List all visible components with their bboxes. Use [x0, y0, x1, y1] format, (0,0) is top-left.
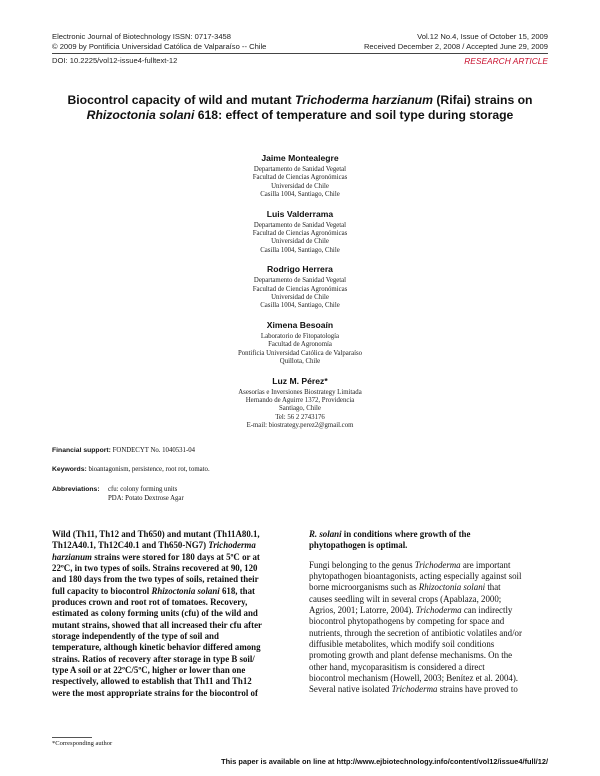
affiliation-line: Departamento de Sanidad Vegetal [253, 221, 347, 229]
author-name: Luz M. Pérez* [272, 375, 328, 386]
affiliation-line: Casilla 1004, Santiago, Chile [260, 302, 340, 310]
footnote-divider [52, 737, 92, 738]
journal-name: Electronic Journal of Biotechnology ISSN: 0717-3458 [52, 32, 231, 41]
text-line: full capacity to biocontrol Rhizoctonia solani 618, that [52, 585, 256, 596]
received-dates: Received December 2, 2008 / Accepted June 29, 2009 [363, 42, 548, 51]
affiliation-line: Pontificia Universidad Católica de Valparaíso [237, 349, 363, 357]
text-line: diffusible metabolites, which modify soil conditions [309, 639, 495, 650]
affiliation-line: Asesorías e Inversiones Biostrategy Limitada [238, 388, 362, 396]
affiliation-line: Facultad de Ciencias Agronómicas [252, 230, 348, 238]
affiliation-line: Departamento de Sanidad Vegetal [253, 166, 347, 173]
abstract [52, 529, 292, 699]
text-line: Several native isolated Trichoderma strains have proved to [309, 684, 518, 695]
author-name: Jaime Montealegre [261, 153, 339, 163]
author-block [150, 153, 450, 200]
keywords: Keywords: bioantagonism, persistence, root rot, tomato. [52, 466, 210, 473]
text-line: phytopathogen is optimal. [309, 540, 408, 551]
affiliation-line: Facultad de Agronomía [268, 341, 332, 349]
text-line: biocontrol phytopathogens by competing for space and [309, 616, 505, 627]
text-line: nutrients, through the secretion of antibiotic volatiles and/or [309, 627, 522, 638]
abbreviation-item: PDA: Potato Dextrose Agar [108, 495, 184, 502]
author-block [150, 209, 450, 256]
introduction [309, 560, 549, 696]
header-divider [52, 53, 548, 54]
affiliation-line: Quillota, Chile [279, 358, 321, 366]
abbreviations-list [108, 485, 184, 503]
text-line: were the most appropriate strains for the biocontrol of [52, 687, 258, 698]
text-line: other hand, mycoparasitism is considered a direct [309, 661, 485, 672]
text-line: produces crown and root rot of tomatoes. Recovery, [52, 597, 248, 608]
text-line: phytopathogen bioantagonists, acting especially against soil [309, 571, 522, 582]
author-name: Rodrigo Herrera [267, 264, 333, 275]
affiliation-line: Facultad de Ciencias Agronómicas [252, 174, 348, 182]
author-name: Ximena Besoaín [266, 319, 334, 330]
article-type: RESEARCH ARTICLE [464, 56, 548, 66]
text-line: storage independently of the type of soil and [52, 631, 219, 642]
paper-title: Biocontrol capacity of wild and mutant Trichoderma harzianum (Rifai) strains on Rhizoctonia solani 618: effect of temperature and soil type during storage [67, 93, 533, 123]
corresponding-author-footnote: *Corresponding author [52, 740, 113, 747]
text-line: Wild (Th11, Th12 and Th650) and mutant (Th11A80.1, [52, 529, 260, 539]
text-line: 22ºC, in two types of soils. Strains recovered at 90, 120 [52, 563, 258, 574]
affiliation-line: Casilla 1004, Santiago, Chile [260, 191, 340, 199]
affiliation-line: Casilla 1004, Santiago, Chile [260, 246, 340, 254]
text-line: mutant strains, showed that all increased their cfu after [52, 619, 262, 630]
text-line: borne microorganisms such as Rhizoctonia solani that [309, 582, 501, 593]
text-line: promoting growth and plant defense mechanisms. On the [309, 650, 513, 661]
text-line: harzianum strains were stored for 180 days at 5ºC or at [52, 551, 260, 562]
copyright: © 2009 by Pontificia Universidad Católica de Valparaíso -- Chile [52, 42, 267, 51]
affiliation-line: Universidad de Chile [271, 294, 329, 302]
availability-footer[interactable]: This paper is available on line at http://www.ejbiotechnology.info/content/vol12/issue4/full/12/ [221, 757, 548, 766]
text-line: respectively, allowed to establish that Th11 and Th12 [52, 676, 252, 687]
text-line: type A soil or at 22ºC/5ºC, higher or lower than one [52, 665, 246, 676]
financial-support: Financial support: FONDECYT No. 1040531-04 [52, 447, 196, 454]
affiliation-line: Tel: 56 2 2743176 [275, 413, 325, 421]
author-email[interactable]: E-mail: biostrategy.perez2@gmail.com [246, 422, 354, 430]
author-block [150, 376, 450, 431]
text-line: causes seedling wilt in several crops (Apablaza, 2000; [309, 593, 502, 604]
affiliation-line: Facultad de Ciencias Agronómicas [252, 285, 348, 293]
affiliation-line: Universidad de Chile [271, 182, 329, 190]
abstract-continued [309, 529, 549, 552]
affiliation-line: Laboratorio de Fitopatología [260, 332, 340, 340]
text-line: Agrios, 2001; Latorre, 2004). Trichoderma can indirectly [309, 605, 513, 616]
text-line: temperature, although kinetic behavior differed among [52, 642, 261, 653]
abbreviation-item: cfu: colony forming units [108, 486, 178, 493]
author-block [150, 264, 450, 311]
affiliation-line: Santiago, Chile [279, 405, 321, 413]
right-column [309, 529, 549, 696]
affiliation-line: Universidad de Chile [271, 238, 329, 246]
author-block [150, 320, 450, 367]
affiliation-line: Hernando de Aguirre 1372, Providencia [245, 396, 355, 404]
text-line: estimated as colony forming units (cfu) of the wild and [52, 608, 258, 619]
text-line: and 180 days from the two types of soils, retained their [52, 574, 259, 585]
affiliation-line: Departamento de Sanidad Vegetal [253, 277, 347, 285]
text-line: Th12A40.1, Th12C40.1 and Th650-NG7) Trichoderma [52, 540, 256, 551]
text-line: biocontrol mechanism (Howell, 2003; Benítez et al. 2004). [309, 673, 519, 684]
author-name: Luis Valderrama [266, 208, 334, 219]
text-line: R. solani in conditions where growth of the [309, 529, 471, 539]
text-line: Fungi belonging to the genus Trichoderma are important [309, 559, 511, 570]
issue-info: Vol.12 No.4, Issue of October 15, 2009 [417, 32, 548, 41]
abbreviations-label: Abbreviations: [52, 486, 100, 493]
text-line: strains. Ratios of recovery after storage in type B soil/ [52, 653, 255, 664]
doi[interactable]: DOI: 10.2225/vol12-issue4-fulltext-12 [52, 56, 178, 65]
author-list [150, 153, 450, 440]
